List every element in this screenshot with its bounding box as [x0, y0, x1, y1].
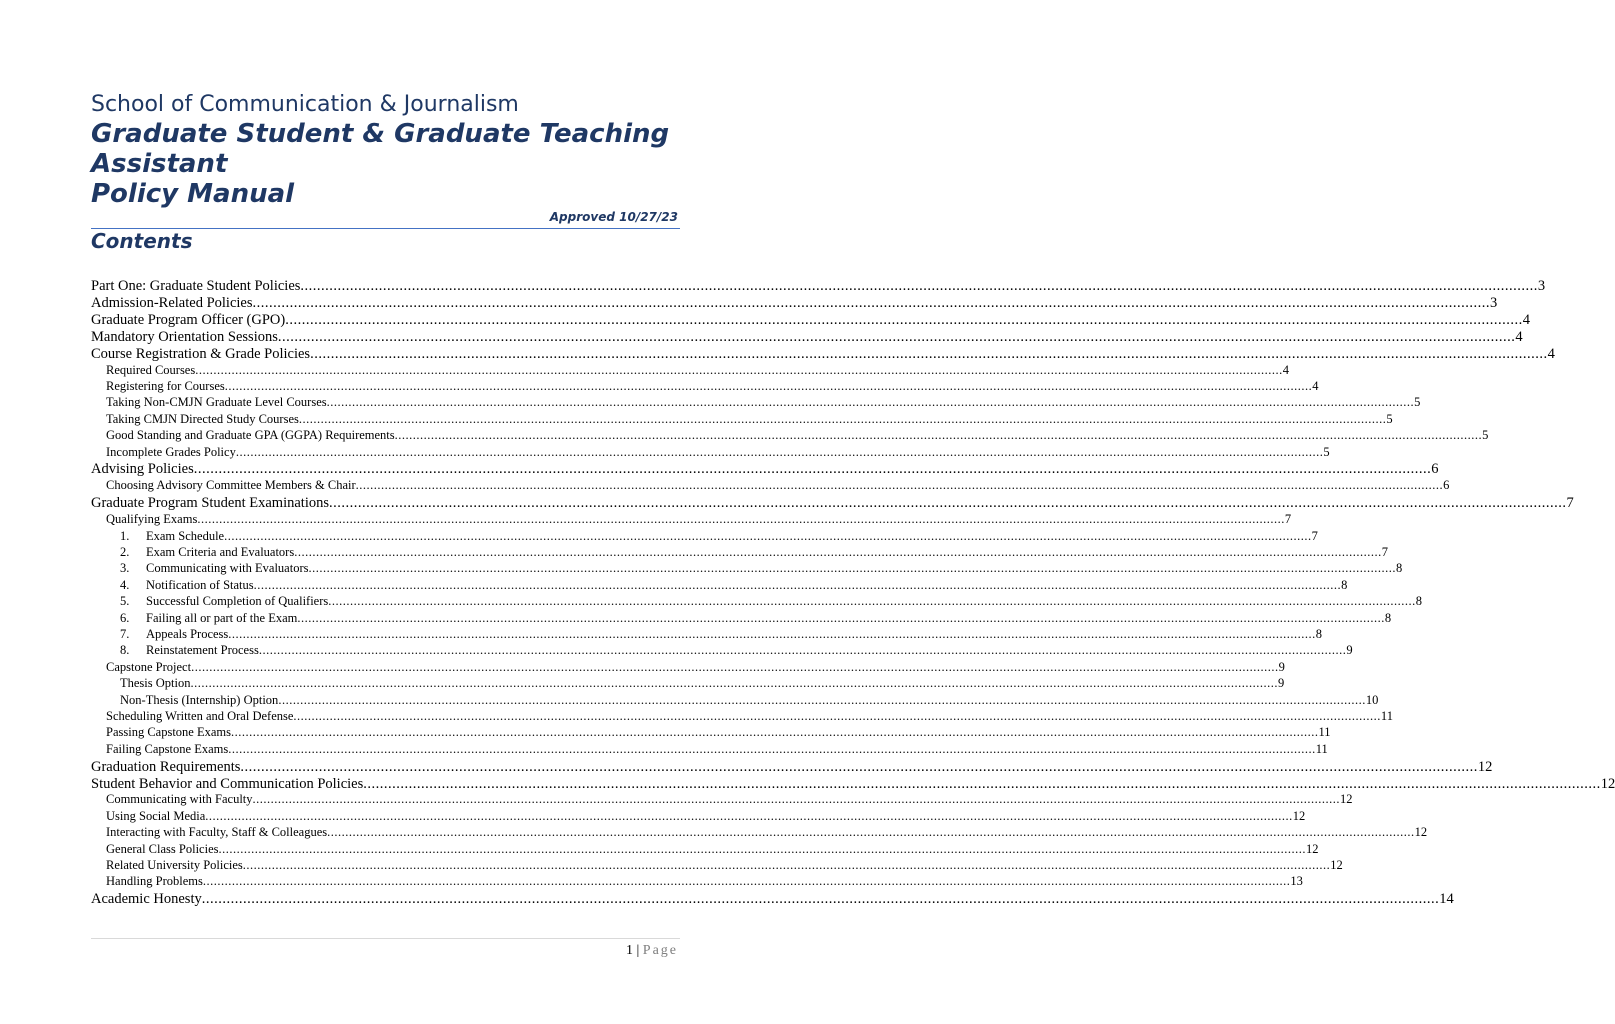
toc-dot-leader: ............................................................................................................................................................................................................................................................................................................ — [300, 278, 1538, 294]
toc-entry-page: 4 — [1547, 345, 1555, 362]
toc-dot-leader: ............................................................................................................................................................................................................................................................................................................ — [310, 345, 1548, 362]
toc-entry[interactable] — [106, 659, 1285, 675]
toc-entry-label: Graduate Program Officer (GPO) — [91, 311, 286, 328]
toc-entry-number: 4. — [120, 577, 130, 592]
toc-dot-leader: ............................................................................................................................................................................................................................................................................................................ — [277, 328, 1516, 345]
toc-dot-leader: ............................................................................................................................................................................................................................................................................................................ — [278, 692, 1366, 707]
toc-entry-label: Advising Policies — [91, 461, 194, 478]
toc-entry-title — [91, 891, 202, 908]
toc-entry-label: Notification of Status — [146, 577, 254, 592]
toc-entry-page: 8 — [1415, 594, 1423, 609]
toc-entry-label: Taking Non-CMJN Graduate Level Courses — [106, 395, 327, 410]
toc-entry-page: 8 — [1395, 561, 1403, 576]
toc-entry-page: 3 — [1490, 294, 1498, 311]
toc-dot-leader: ............................................................................................................................................................................................................................................................................................................ — [242, 858, 1331, 872]
toc-dot-leader: ............................................................................................................................................................................................................................................................................................................ — [205, 808, 1293, 823]
toc-entry[interactable] — [120, 692, 1379, 708]
toc-entry[interactable] — [106, 825, 1428, 840]
toc-dot-leader: ............................................................................................................................................................................................................................................................................................................ — [224, 528, 1312, 543]
toc-entry-title — [120, 578, 254, 593]
toc-entry-number: 1. — [120, 528, 130, 543]
toc-entry-title — [120, 611, 297, 626]
footer-separator: | — [632, 943, 643, 958]
toc-entry-title — [106, 842, 218, 857]
toc-entry[interactable] — [91, 294, 1498, 312]
toc-entry-page: 8 — [1384, 610, 1392, 625]
toc-entry-page: 4 — [1522, 311, 1530, 328]
toc-dot-leader: ............................................................................................................................................................................................................................................................................................................ — [252, 792, 1341, 807]
toc-entry[interactable] — [120, 594, 1423, 609]
toc-entry-page: 7 — [1311, 528, 1318, 543]
toc-entry-label: Communicating with Faculty — [106, 792, 253, 807]
toc-entry-page: 3 — [1537, 278, 1546, 294]
toc-entry-label: Admission-Related Policies — [91, 294, 253, 311]
toc-entry-label: Failing all or part of the Exam — [146, 610, 298, 625]
toc-entry-page: 8 — [1315, 626, 1323, 641]
toc-entry-title — [120, 545, 294, 560]
toc-dot-leader: ............................................................................................................................................................................................................................................................................................................ — [294, 544, 1382, 559]
toc-entry-title — [91, 461, 194, 478]
toc-dot-leader: ............................................................................................................................................................................................................................................................................................................ — [355, 478, 1444, 493]
toc-entry-label: Graduation Requirements — [91, 758, 241, 775]
toc-entry[interactable] — [120, 643, 1353, 658]
toc-entry-page: 12 — [1477, 758, 1493, 775]
toc-entry-label: Successful Completion of Qualifiers — [146, 594, 329, 609]
toc-entry-label: Related University Policies — [106, 858, 243, 872]
footer-page-number: 1 — [625, 943, 633, 958]
toc-entry-title — [106, 363, 195, 378]
toc-entry-label: Graduate Program Student Examinations — [91, 495, 329, 512]
toc-dot-leader: ............................................................................................................................................................................................................................................................................................................ — [298, 411, 1387, 426]
toc-entry-number: 8. — [120, 643, 130, 658]
toc-entry[interactable] — [120, 626, 1323, 642]
toc-entry-title — [106, 512, 197, 527]
toc-entry-page: 5 — [1482, 428, 1489, 443]
toc-entry-title — [106, 809, 205, 824]
toc-entry-title — [106, 858, 243, 873]
toc-entry-label: Registering for Courses — [106, 378, 225, 393]
toc-entry-page: 12 — [1414, 825, 1428, 840]
toc-entry-title — [106, 742, 228, 757]
toc-dot-leader: ............................................................................................................................................................................................................................................................................................................ — [240, 758, 1478, 775]
toc-entry[interactable] — [106, 808, 1306, 824]
toc-dot-leader: ............................................................................................................................................................................................................................................................................................................ — [202, 874, 1291, 889]
toc-entry-page: 7 — [1284, 512, 1292, 527]
toc-entry-page: 4 — [1312, 378, 1319, 393]
toc-entry-page: 12 — [1305, 841, 1319, 856]
title-line-1: Graduate Student & Graduate Teaching — [91, 119, 670, 149]
toc-entry[interactable] — [120, 610, 1392, 626]
document-title — [91, 119, 691, 209]
toc-dot-leader: ............................................................................................................................................................................................................................................................................................................ — [235, 444, 1324, 459]
toc-entry[interactable] — [106, 841, 1319, 857]
toc-dot-leader: ............................................................................................................................................................................................................................................................................................................ — [190, 676, 1278, 691]
toc-entry-title — [106, 395, 327, 410]
toc-dot-leader: ............................................................................................................................................................................................................................................................................................................ — [327, 825, 1415, 840]
footer-page-label: Page — [642, 943, 678, 958]
toc-entry[interactable] — [91, 461, 1439, 478]
toc-entry-label: Communicating with Evaluators — [146, 561, 309, 576]
toc-entry[interactable] — [91, 758, 1493, 776]
toc-entry-title — [120, 561, 308, 576]
toc-entry-page: 12 — [1340, 792, 1353, 807]
toc-entry-page: 6 — [1431, 461, 1439, 478]
toc-entry[interactable] — [91, 495, 1574, 512]
toc-entry-label: Thesis Option — [120, 676, 191, 691]
toc-entry-title — [106, 379, 225, 394]
toc-entry-label: Capstone Project — [106, 659, 192, 674]
toc-entry-title — [91, 495, 329, 512]
toc-dot-leader: ............................................................................................................................................................................................................................................................................................................ — [363, 775, 1601, 792]
toc-entry-title — [106, 874, 203, 889]
school-name: School of Communication & Journalism — [91, 92, 519, 117]
title-line-3: Policy Manual — [91, 179, 295, 209]
toc-entry-number: 6. — [120, 610, 130, 625]
toc-entry-label: Failing Capstone Exams — [106, 741, 229, 756]
toc-entry[interactable] — [106, 512, 1292, 527]
page-footer — [626, 943, 678, 959]
toc-entry-title — [91, 776, 363, 793]
toc-entry[interactable] — [120, 577, 1348, 593]
toc-entry-page: 4 — [1282, 362, 1289, 377]
toc-entry-title — [120, 594, 328, 609]
toc-entry-label: General Class Policies — [106, 841, 219, 856]
toc-entry-label: Scheduling Written and Oral Defense — [106, 708, 294, 723]
toc-dot-leader: ............................................................................................................................................................................................................................................................................................................ — [191, 659, 1279, 674]
toc-dot-leader: ............................................................................................................................................................................................................................................................................................................ — [193, 461, 1432, 478]
toc-entry-label: Part One: Graduate Student Policies — [91, 278, 301, 294]
toc-entry[interactable] — [106, 708, 1393, 724]
toc-entry-label: Choosing Advisory Committee Members & Chair — [106, 478, 356, 493]
toc-entry[interactable] — [91, 775, 1615, 793]
toc-entry-title — [120, 643, 259, 658]
toc-entry[interactable] — [91, 311, 1530, 329]
toc-entry[interactable] — [106, 395, 1421, 410]
toc-entry-page: 13 — [1290, 874, 1303, 889]
toc-entry-page: 8 — [1341, 577, 1348, 592]
toc-entry[interactable] — [120, 544, 1388, 560]
toc-entry-label: Reinstatement Process — [146, 643, 259, 658]
toc-entry-title — [91, 346, 310, 363]
toc-dot-leader: ............................................................................................................................................................................................................................................................................................................ — [328, 594, 1416, 609]
approved-date: Approved 10/27/23 — [549, 210, 678, 224]
toc-entry-page: 5 — [1386, 411, 1393, 426]
toc-entry-label: Appeals Process — [146, 626, 229, 641]
toc-entry-title — [91, 312, 285, 329]
toc-entry[interactable] — [91, 278, 1546, 295]
toc-entry-page: 9 — [1346, 643, 1353, 658]
toc-entry-title — [106, 445, 236, 460]
toc-entry-title — [106, 478, 356, 493]
toc-entry[interactable] — [106, 741, 1328, 757]
toc-entry-page: 6 — [1443, 478, 1450, 493]
toc-entry-page: 12 — [1292, 808, 1306, 823]
toc-entry-page: 10 — [1365, 692, 1379, 707]
toc-entry-number: 5. — [120, 594, 130, 609]
toc-dot-leader: ............................................................................................................................................................................................................................................................................................................ — [394, 428, 1483, 443]
toc-entry-page: 9 — [1278, 659, 1285, 674]
toc-entry-page: 9 — [1277, 676, 1285, 691]
toc-entry-title — [106, 660, 191, 675]
toc-entry[interactable] — [106, 411, 1393, 427]
toc-entry-title — [91, 329, 278, 346]
toc-entry[interactable] — [106, 378, 1319, 394]
toc-entry-page: 7 — [1381, 544, 1388, 559]
footer-divider — [91, 938, 680, 939]
toc-entry-label: Non-Thesis (Internship) Option — [120, 692, 279, 707]
toc-entry-label: Required Courses — [106, 362, 196, 377]
toc-entry-page: 5 — [1323, 444, 1330, 459]
toc-entry-number: 2. — [120, 544, 130, 559]
toc-dot-leader: ............................................................................................................................................................................................................................................................................................................ — [285, 311, 1523, 328]
toc-entry[interactable] — [106, 725, 1331, 740]
toc-entry-title — [120, 676, 190, 691]
toc-entry[interactable] — [106, 792, 1353, 807]
toc-entry-page: 4 — [1515, 328, 1523, 345]
toc-entry-number: 3. — [120, 561, 130, 576]
toc-entry-title — [91, 278, 300, 295]
toc-entry-title — [91, 759, 240, 776]
toc-entry[interactable] — [91, 345, 1555, 363]
toc-entry[interactable] — [106, 362, 1289, 378]
toc-entry[interactable] — [91, 891, 1454, 908]
toc-entry[interactable] — [120, 561, 1403, 576]
toc-entry-title — [106, 428, 395, 443]
toc-entry-label: Exam Criteria and Evaluators — [146, 544, 295, 559]
toc-entry-label: Incomplete Grades Policy — [106, 444, 236, 459]
toc-entry-page: 12 — [1600, 775, 1615, 792]
toc-entry[interactable] — [106, 874, 1303, 889]
toc-entry-label: Course Registration & Grade Policies — [91, 345, 311, 362]
toc-entry-label: Good Standing and Graduate GPA (GGPA) Requirements — [106, 428, 395, 443]
contents-heading: Contents — [91, 229, 193, 253]
toc-dot-leader: ............................................................................................................................................................................................................................................................................................................ — [293, 708, 1381, 723]
toc-entry-label: Student Behavior and Communication Policies — [91, 775, 364, 792]
toc-entry-title — [91, 295, 253, 312]
toc-dot-leader: ............................................................................................................................................................................................................................................................................................................ — [252, 294, 1490, 311]
toc-dot-leader: ............................................................................................................................................................................................................................................................................................................ — [197, 512, 1285, 527]
toc-entry-page: 11 — [1318, 725, 1331, 740]
toc-entry-label: Handling Problems — [106, 874, 203, 889]
toc-entry-title — [106, 792, 253, 807]
toc-entry-label: Qualifying Exams — [106, 512, 198, 527]
toc-dot-leader: ............................................................................................................................................................................................................................................................................................................ — [258, 643, 1347, 658]
toc-dot-leader: ............................................................................................................................................................................................................................................................................................................ — [297, 610, 1385, 625]
toc-entry-title — [120, 529, 224, 544]
toc-dot-leader: ............................................................................................................................................................................................................................................................................................................ — [329, 495, 1567, 512]
toc-entry-title — [120, 627, 228, 642]
toc-entry[interactable] — [91, 328, 1523, 346]
toc-entry[interactable] — [120, 528, 1318, 544]
toc-entry-label: Interacting with Faculty, Staff & Colleagues — [106, 825, 328, 840]
toc-entry-page: 5 — [1414, 395, 1421, 410]
toc-dot-leader: ............................................................................................................................................................................................................................................................................................................ — [224, 378, 1313, 393]
toc-entry-page: 7 — [1566, 495, 1574, 512]
title-line-2: Assistant — [91, 149, 228, 179]
toc-entry-title — [106, 412, 299, 427]
toc-entry-label: Academic Honesty — [91, 891, 202, 908]
toc-entry-title — [106, 825, 327, 840]
toc-entry-label: Using Social Media — [106, 808, 206, 823]
toc-entry-number: 7. — [120, 626, 130, 641]
toc-dot-leader: ............................................................................................................................................................................................................................................................................................................ — [195, 362, 1283, 377]
toc-entry-page: 11 — [1315, 741, 1328, 756]
toc-dot-leader: ............................................................................................................................................................................................................................................................................................................ — [231, 725, 1319, 740]
toc-entry-title — [106, 725, 231, 740]
toc-entry-title — [106, 709, 293, 724]
toc-entry-label: Taking CMJN Directed Study Courses — [106, 411, 299, 426]
toc-dot-leader: ............................................................................................................................................................................................................................................................................................................ — [218, 841, 1306, 856]
toc-dot-leader: ............................................................................................................................................................................................................................................................................................................ — [228, 741, 1316, 756]
toc-entry-label: Exam Schedule — [146, 528, 225, 543]
toc-entry-label: Mandatory Orientation Sessions — [91, 328, 278, 345]
toc-dot-leader: ............................................................................................................................................................................................................................................................................................................ — [228, 626, 1316, 641]
toc-entry-page: 11 — [1380, 708, 1393, 723]
toc-entry[interactable] — [106, 478, 1450, 493]
toc-entry-page: 14 — [1439, 891, 1454, 908]
toc-entry-title — [120, 693, 278, 708]
toc-entry[interactable] — [106, 858, 1343, 873]
toc-dot-leader: ............................................................................................................................................................................................................................................................................................................ — [308, 561, 1396, 576]
toc-dot-leader: ............................................................................................................................................................................................................................................................................................................ — [201, 891, 1440, 908]
toc-dot-leader: ............................................................................................................................................................................................................................................................................................................ — [326, 395, 1415, 410]
toc-entry-label: Passing Capstone Exams — [106, 725, 231, 740]
toc-entry[interactable] — [106, 428, 1489, 443]
toc-entry-page: 12 — [1330, 858, 1343, 872]
toc-entry[interactable] — [106, 444, 1330, 460]
toc-entry[interactable] — [120, 676, 1285, 691]
toc-dot-leader: ............................................................................................................................................................................................................................................................................................................ — [253, 577, 1342, 592]
